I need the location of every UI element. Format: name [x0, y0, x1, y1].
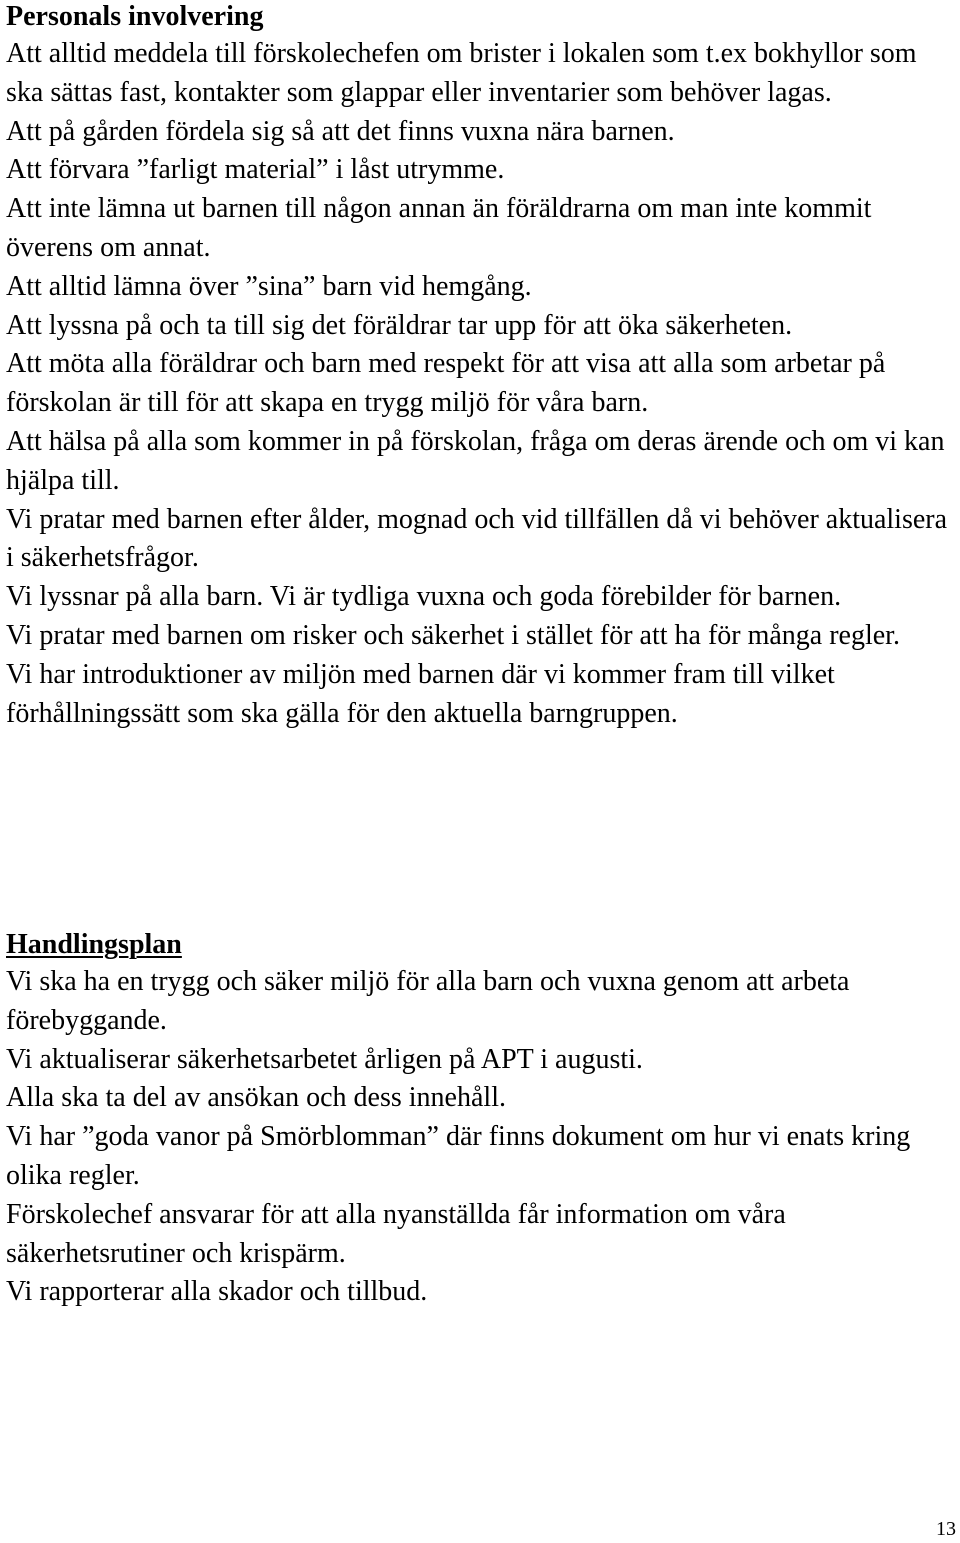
paragraph: Att lyssna på och ta till sig det föräldrar tar upp för att öka säkerheten.	[6, 309, 793, 341]
paragraph: Vi pratar med barnen efter ålder, mognad och vid tillfällen då vi behöver aktualisera i säkerhetsfrågor.	[6, 503, 948, 574]
paragraph: Vi pratar med barnen om risker och säkerhet i stället för att ha för många regler.	[6, 619, 900, 651]
paragraph: Att på gården fördela sig så att det finns vuxna nära barnen.	[6, 115, 675, 147]
paragraph: Att alltid lämna över ”sina” barn vid hemgång.	[6, 270, 532, 302]
paragraph: Att möta alla föräldrar och barn med respekt för att visa att alla som arbetar på förskolan är till för att skapa en trygg miljö för våra barn.	[6, 348, 886, 419]
paragraph: Vi har ”goda vanor på Smörblomman” där finns dokument om hur vi enats kring olika regler.	[6, 1121, 911, 1191]
paragraph: Vi har introduktioner av miljön med barnen där vi kommer fram till vilket förhållningssätt som ska gälla för den aktuella barngruppen.	[6, 658, 835, 729]
paragraph: Vi rapporterar alla skador och tillbud.	[6, 1276, 428, 1308]
section-heading: Personals involvering	[6, 1, 264, 32]
paragraph: Att förvara ”farligt material” i låst utrymme.	[6, 154, 505, 186]
paragraph: Vi ska ha en trygg och säker miljö för alla barn och vuxna genom att arbeta förebyggande.	[6, 966, 850, 1036]
paragraph: Att inte lämna ut barnen till någon annan än föräldrarna om man inte kommit överens om annat.	[6, 193, 872, 263]
section-handlingsplan	[6, 928, 956, 1312]
section-heading: Handlingsplan	[6, 929, 182, 960]
paragraph: Förskolechef ansvarar för att alla nyanställda får information om våra säkerhetsrutiner och krispärm.	[6, 1198, 786, 1269]
paragraph: Vi lyssnar på alla barn. Vi är tydliga vuxna och goda förebilder för barnen.	[6, 581, 842, 613]
paragraph: Alla ska ta del av ansökan och dess innehåll.	[6, 1082, 506, 1114]
paragraph: Att hälsa på alla som kommer in på förskolan, fråga om deras ärende och om vi kan hjälpa till.	[6, 425, 945, 496]
section-personals-involvering	[6, 0, 956, 733]
paragraph: Att alltid meddela till förskolechefen om brister i lokalen som t.ex bokhyllor som ska sättas fast, kontakter som glappar eller inventarier som behöver lagas.	[6, 38, 917, 108]
page-number: 13	[936, 1518, 956, 1540]
paragraph: Vi aktualiserar säkerhetsarbetet årligen på APT i augusti.	[6, 1043, 643, 1075]
